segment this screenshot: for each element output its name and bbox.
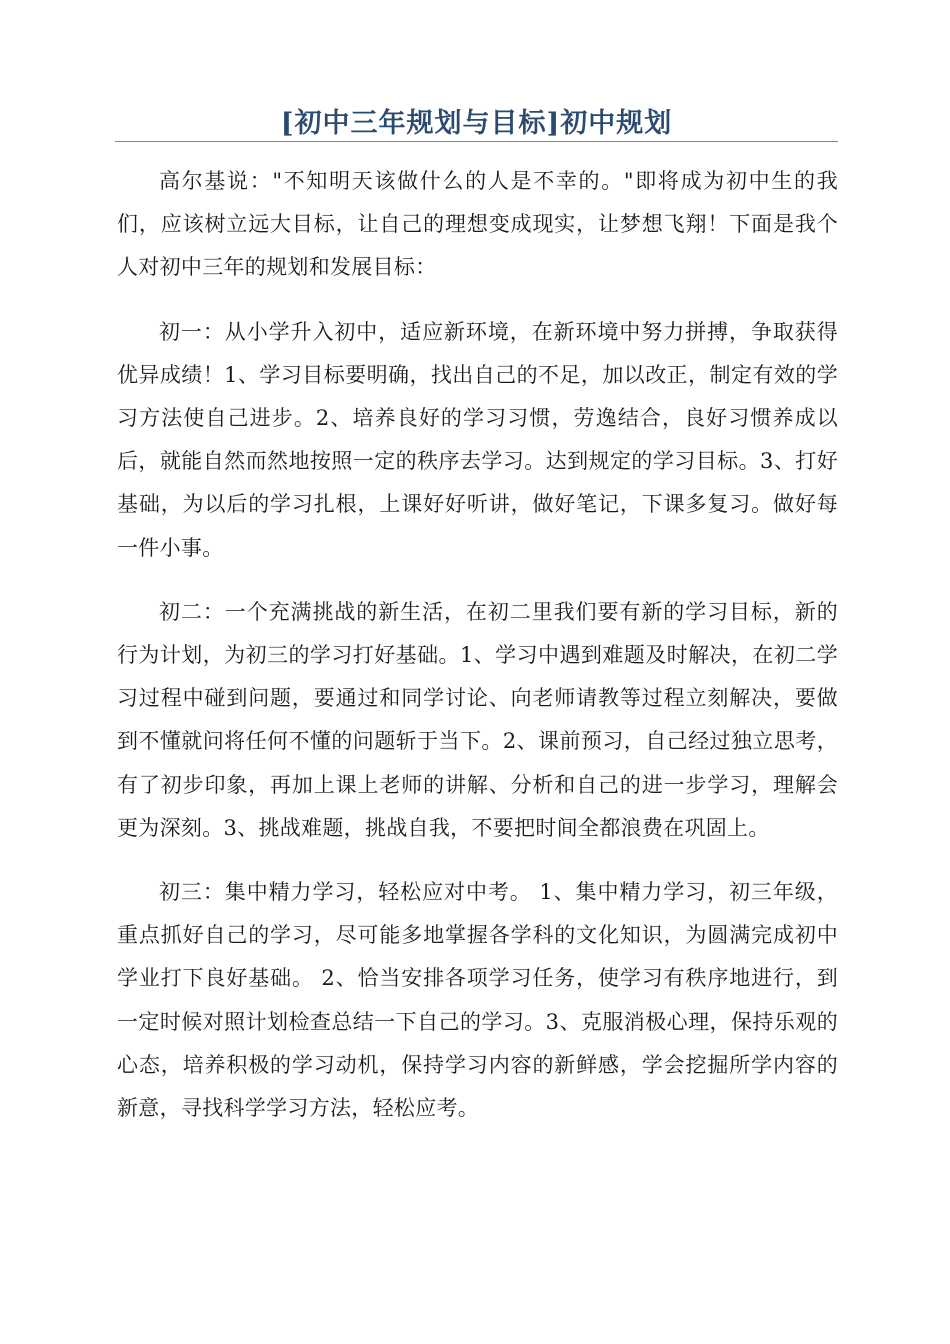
title-divider <box>115 141 838 142</box>
paragraph-grade-one: 初一：从小学升入初中，适应新环境，在新环境中努力拼搏，争取获得优异成绩！1、学习目标要明确，找出自己的不足，加以改正，制定有效的学习方法使自己进步。2、培养良好的学习习惯，劳逸结合，良好习惯养成以后，就能自然而然地按照一定的秩序去学习。达到规定的学习目标。3、打好基础，为以后的学习扎根，上课好好听讲，做好笔记，下课多复习。做好每一件小事。 <box>117 319 838 560</box>
paragraph-grade-three: 初三：集中精力学习，轻松应对中考。 1、集中精力学习，初三年级，重点抓好自己的学习，尽可能多地掌握各学科的文化知识，为圆满完成初中学业打下良好基础。 2、恰当安排各项学习任务，使学习有秩序地进行，到一定时候对照计划检查总结一下自己的学习。3、克服消极心理，保持乐观的心态，培养积极的学习动机，保持学习内容的新鲜感，学会挖掘所学内容的新意，寻找科学学习方法，轻松应考。 <box>117 880 838 1121</box>
paragraph-grade-two: 初二：一个充满挑战的新生活，在初二里我们要有新的学习目标，新的行为计划，为初三的学习打好基础。1、学习中遇到难题及时解决，在初二学习过程中碰到问题，要通过和同学讨论、向老师请教等过程立刻解决，要做到不懂就问将任何不懂的问题斩于当下。2、课前预习，自己经过独立思考，有了初步印象，再加上课上老师的讲解、分析和自己的进一步学习，理解会更为深刻。3、挑战难题，挑战自我，不要把时间全都浪费在巩固上。 <box>117 599 838 840</box>
document-body <box>117 160 838 1151</box>
paragraph-intro: 高尔基说："不知明天该做什么的人是不幸的。"即将成为初中生的我们，应该树立远大目标，让自己的理想变成现实，让梦想飞翔！下面是我个人对初中三年的规划和发展目标： <box>117 169 838 280</box>
document-title: [初中三年规划与目标]初中规划 <box>280 108 673 140</box>
